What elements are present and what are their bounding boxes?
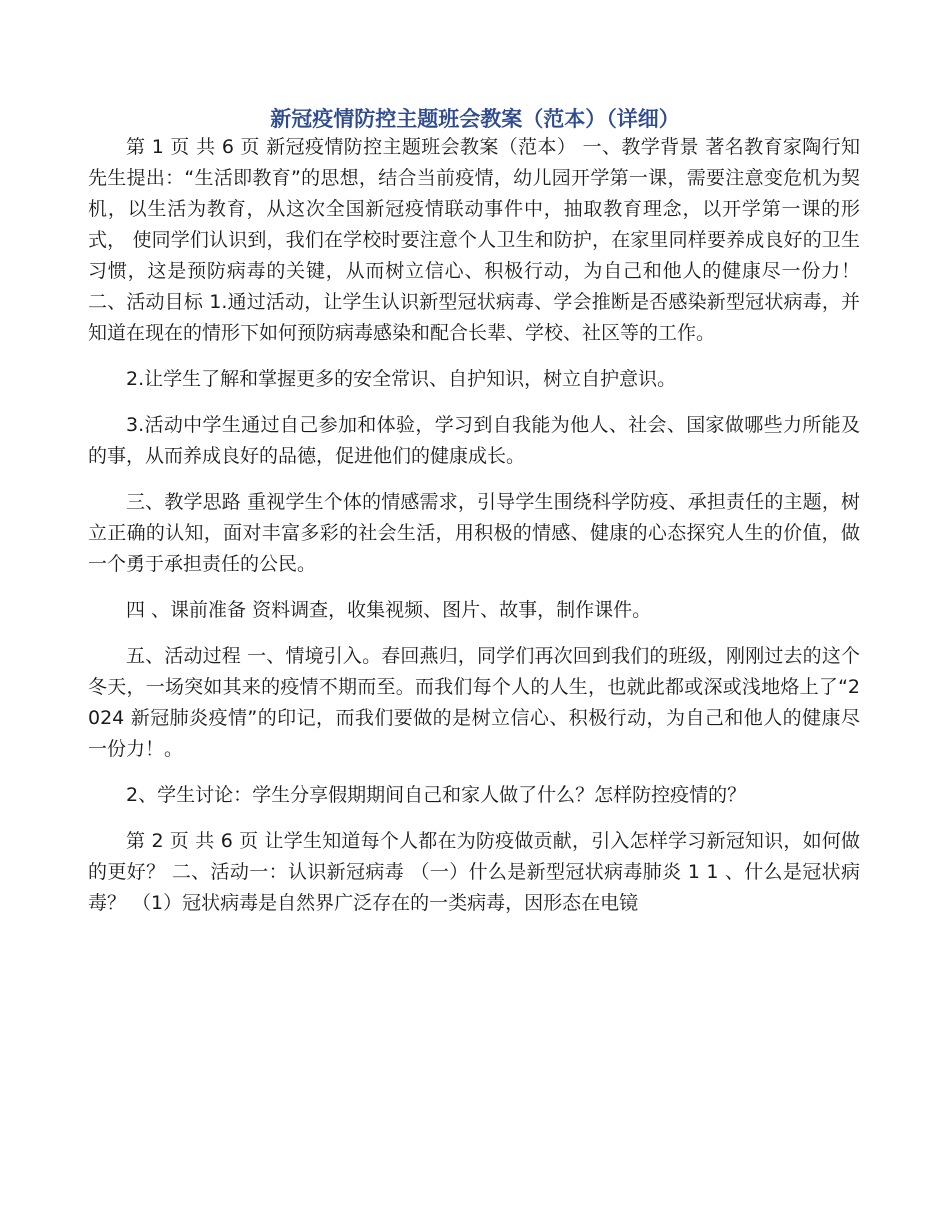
paragraph-goal-2: 2.让学生了解和掌握更多的安全常识、自护知识，树立自护意识。 <box>126 368 677 390</box>
document-body <box>88 132 860 934</box>
paragraph-student-discussion: 2、学生讨论：学生分享假期期间自己和家人做了什么？怎样防控疫情的？ <box>126 784 747 806</box>
paragraph-goal-3: 3.活动中学生通过自己参加和体验，学习到自我能为他人、社会、国家做哪些力所能及的事，从而养成良好的品德，促进他们的健康成长。 <box>88 414 860 467</box>
paragraph-page-2: 第 2 页 共 6 页 让学生知道每个人都在为防疫做贡献，引入怎样学习新冠知识，如何做的更好？ 二、活动一：认识新冠病毒 （一）什么是新型冠状病毒肺炎 1 1 、什么是冠状病毒？ （1）冠状病毒是自然界广泛存在的一类病毒，因形态在电镜 <box>88 830 860 914</box>
paragraph-activity-process: 五、活动过程 一、情境引入。春回燕归，同学们再次回到我们的班级，刚刚过去的这个冬天，一场突如其来的疫情不期而至。而我们每个人的人生，也就此都或深或浅地烙上了“2024 新冠肺炎疫情”的印记，而我们要做的是树立信心、积极行动，为自己和他人的健康尽一份力！。 <box>88 645 860 760</box>
document-title: 新冠疫情防控主题班会教案（范本）（详细） <box>270 106 680 131</box>
paragraph-preparation: 四 、课前准备 资料调查，收集视频、图片、故事，制作课件。 <box>126 599 652 621</box>
paragraph-teaching-approach: 三、教学思路 重视学生个体的情感需求，引导学生围绕科学防疫、承担责任的主题，树立正确的认知，面对丰富多彩的社会生活，用积极的情感、健康的心态探究人生的价值，做一个勇于承担责任的公民。 <box>88 491 860 575</box>
paragraph-background: 第 1 页 共 6 页 新冠疫情防控主题班会教案（范本） 一、教学背景 著名教育家陶行知先生提出：“生活即教育”的思想，结合当前疫情，幼儿园开学第一课，需要注意变危机为契机，以生活为教育，从这次全国新冠疫情联动事件中，抽取教育理念，以开学第一课的形式， 使同学们认识到，我们在学校时要注意个人卫生和防护，在家里同样要养成良好的卫生习惯，这是预防病毒的关键，从而树立信心、积极行动，为自己和他人的健康尽一份力！ 二、活动目标 1.通过活动，让学生认识新型冠状病毒、学会推断是否感染新型冠状病毒，并知道在现在的情形下如何预防病毒感染和配合长辈、学校、社区等的工作。 <box>88 136 860 344</box>
